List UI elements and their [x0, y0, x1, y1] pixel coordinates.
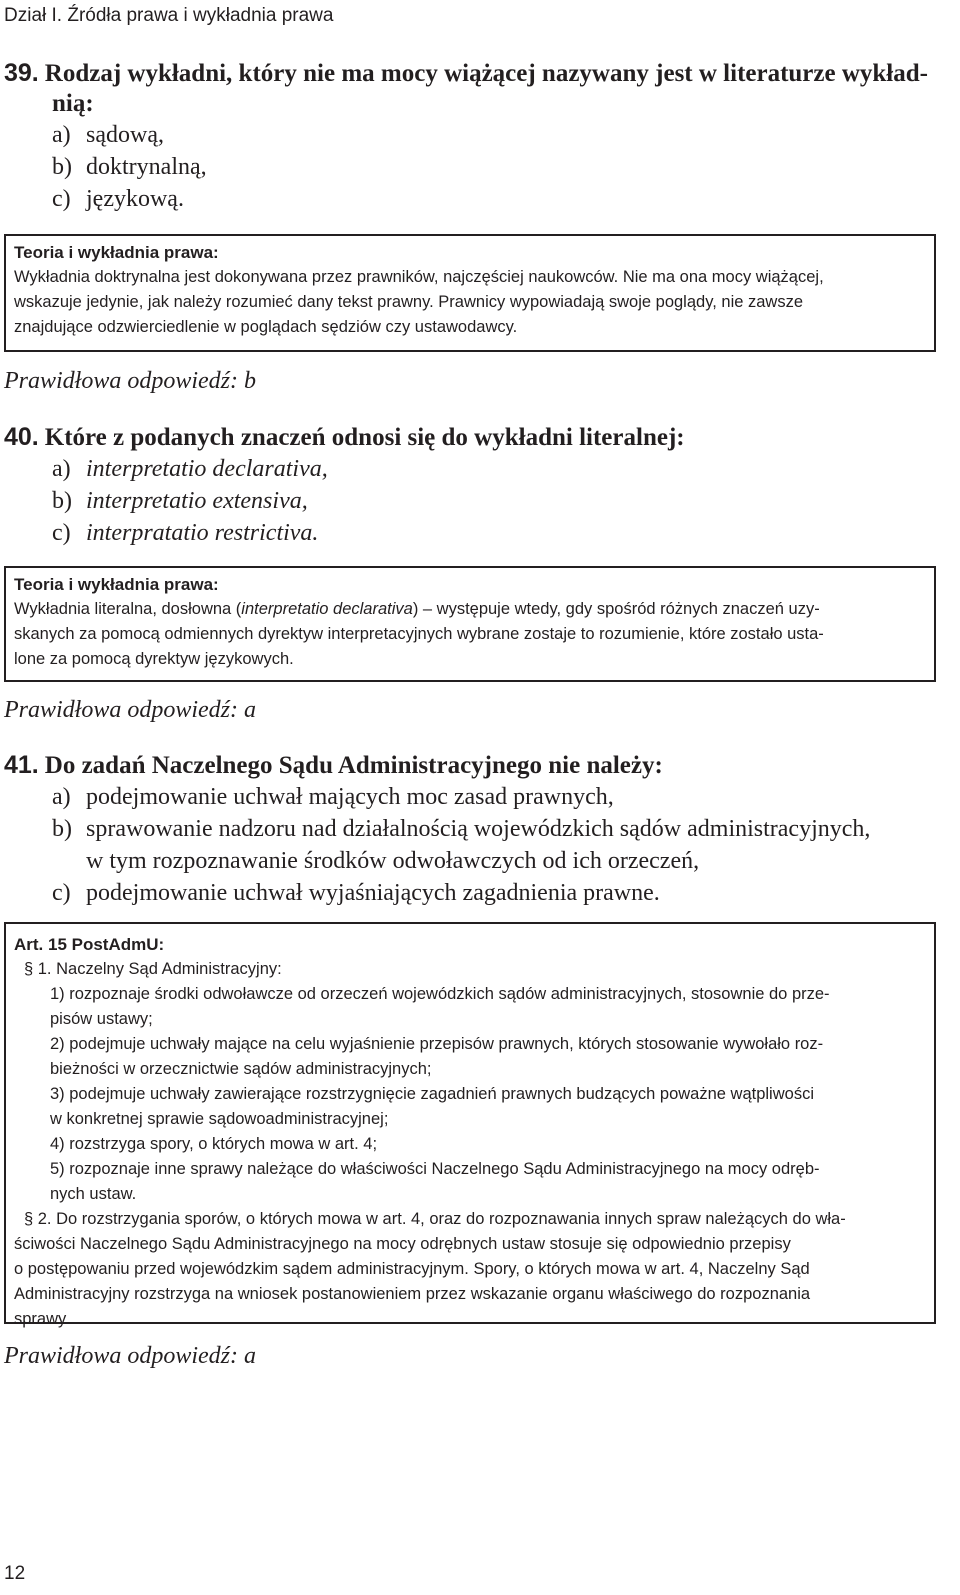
- option-b-continued: w tym rozpoznawanie środków odwoławczych od ich orzeczeń,: [86, 848, 700, 874]
- statute-line: § 1. Naczelny Sąd Administracyjny:: [24, 960, 282, 978]
- box-title: Art. 15 PostAdmU:: [14, 935, 165, 954]
- page-number: 12: [4, 1563, 26, 1584]
- box-line: skanych za pomocą odmiennych dyrektyw interpretacyjnych wybrane zostaje to rozumienie, które zostało usta-: [14, 625, 824, 643]
- question-text: Które z podanych znaczeń odnosi się do wykładni literalnej:: [44, 424, 685, 451]
- box-line: Wykładnia doktrynalna jest dokonywana przez prawników, najczęściej naukowców. Nie ma ona mocy wiążącej,: [14, 268, 824, 286]
- option-b: b) sprawowanie nadzoru nad działalnością wojewódzkich sądów administracyjnych,: [52, 816, 871, 842]
- option-c: c) interpratatio restrictiva.: [52, 520, 319, 546]
- box-title: Teoria i wykładnia prawa:: [14, 575, 219, 594]
- option-c: c) podejmowanie uchwał wyjaśniających zagadnienia prawne.: [52, 880, 660, 906]
- question-text-continued: nią:: [52, 90, 94, 117]
- question-number: 40.: [4, 423, 39, 451]
- option-b: b) doktrynalną,: [52, 154, 207, 180]
- box-line: wskazuje jedynie, jak należy rozumieć dany tekst prawny. Prawnicy wypowiadają swoje poglądy, nie zawsze: [14, 293, 804, 311]
- statute-line: 3) podejmuje uchwały zawierające rozstrzygnięcie zagadnień prawnych budzących poważne wątpliwości: [50, 1085, 814, 1103]
- statute-line: § 2. Do rozstrzygania sporów, o których mowa w art. 4, oraz do rozpoznawania innych spraw należących do wła-: [24, 1210, 846, 1228]
- question-number: 41.: [4, 751, 39, 779]
- statute-line: o postępowaniu przed wojewódzkim sądem administracyjnym. Spory, o których mowa w art. 4, Naczelny Sąd: [14, 1260, 810, 1278]
- question-text: Rodzaj wykładni, który nie ma mocy wiążącej nazywany jest w literaturze wykład-: [44, 60, 928, 87]
- option-b: b) interpretatio extensiva,: [52, 488, 308, 514]
- statute-line: 1) rozpoznaje środki odwoławcze od orzeczeń wojewódzkich sądów administracyjnych, stosownie do prze-: [50, 985, 830, 1003]
- statute-lines: [14, 957, 934, 1332]
- statute-line: Administracyjny rozstrzyga na wniosek postanowieniem przez wskazanie organu właściwego do rozpoznania: [14, 1285, 811, 1303]
- box-line: lone za pomocą dyrektyw językowych.: [14, 650, 294, 668]
- box-line: Wykładnia literalna, dosłowna (interpretatio declarativa) – występuje wtedy, gdy spośród różnych znaczeń uzy-: [14, 600, 820, 618]
- answer-40: Prawidłowa odpowiedź: a: [4, 697, 257, 723]
- question-40: [4, 422, 954, 549]
- theory-box-40: [4, 566, 936, 682]
- statute-line: ściwości Naczelnego Sądu Administracyjnego na mocy odrębnych ustaw stosuje się odpowiednio przepisy: [14, 1235, 791, 1253]
- statute-line: nych ustaw.: [50, 1185, 137, 1203]
- statute-line: bieżności w orzecznictwie sądów administracyjnych;: [50, 1060, 432, 1078]
- theory-box-39: [4, 234, 936, 352]
- option-a: a) sądową,: [52, 122, 164, 148]
- statute-line: 4) rozstrzyga spory, o których mowa w art. 4;: [50, 1135, 378, 1153]
- statute-line: 5) rozpoznaje inne sprawy należące do właściwości Naczelnego Sądu Administracyjnego na mocy odręb-: [50, 1160, 820, 1178]
- option-a: a) podejmowanie uchwał mających moc zasad prawnych,: [52, 784, 614, 810]
- option-a: a) interpretatio declarativa,: [52, 456, 328, 482]
- question-number: 39.: [4, 59, 39, 87]
- statute-line: pisów ustawy;: [50, 1010, 153, 1028]
- option-c: c) językową.: [52, 186, 184, 212]
- answer-41: Prawidłowa odpowiedź: a: [4, 1343, 257, 1369]
- statute-box-41: [4, 922, 936, 1328]
- box-line: znajdujące odzwierciedlenie w poglądach sędziów czy ustawodawcy.: [14, 318, 518, 336]
- statute-line: sprawy.: [14, 1310, 70, 1328]
- box-title: Teoria i wykładnia prawa:: [14, 243, 219, 262]
- running-header: Dział I. Źródła prawa i wykładnia prawa: [4, 5, 334, 26]
- question-text: Do zadań Naczelnego Sądu Administracyjnego nie należy:: [44, 752, 663, 779]
- statute-line: w konkretnej sprawie sądowoadministracyjnej;: [50, 1110, 389, 1128]
- question-39: [4, 58, 954, 215]
- question-41: [4, 750, 954, 909]
- answer-39: Prawidłowa odpowiedź: b: [4, 368, 257, 394]
- statute-line: 2) podejmuje uchwały mające na celu wyjaśnienie przepisów prawnych, których stosowanie wywołało roz-: [50, 1035, 824, 1053]
